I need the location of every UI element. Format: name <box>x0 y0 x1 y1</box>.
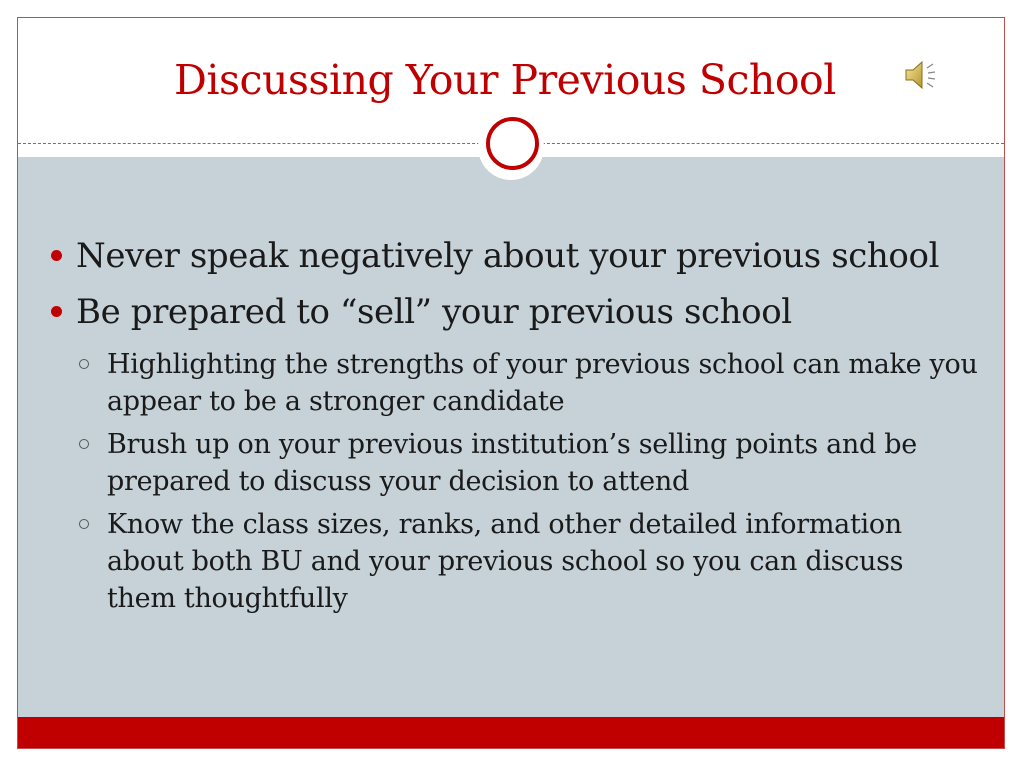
sub-list-item <box>48 346 978 420</box>
sub-bullet-text: Highlighting the strengths of your previous school can make you appear to be a stronger candidate <box>107 349 978 417</box>
footer-bar <box>18 717 1004 749</box>
slide-frame <box>17 17 1005 749</box>
bullet-dot-icon <box>51 306 62 317</box>
bullet-text: Be prepared to “sell” your previous school <box>76 292 792 332</box>
speaker-icon[interactable] <box>902 58 940 92</box>
sub-list-item <box>48 426 978 500</box>
sub-bullet-text: Brush up on your previous institution’s selling points and be prepared to discuss your decision to attend <box>107 429 917 497</box>
bullet-text: Never speak negatively about your previous school <box>76 236 940 276</box>
sub-bullet-text: Know the class sizes, ranks, and other detailed information about both BU and your previous school so you can discuss them thoughtfully <box>107 509 904 614</box>
hollow-circle-icon <box>79 359 89 369</box>
bullet-dot-icon <box>51 250 62 261</box>
bullet-list <box>48 228 978 617</box>
list-item <box>48 228 978 284</box>
content-area <box>18 157 1004 717</box>
sub-list-item <box>48 506 978 617</box>
hollow-circle-icon <box>79 519 89 529</box>
circle-ornament-icon <box>486 117 539 170</box>
list-item <box>48 284 978 340</box>
slide-title: Discussing Your Previous School <box>174 56 836 104</box>
hollow-circle-icon <box>79 439 89 449</box>
